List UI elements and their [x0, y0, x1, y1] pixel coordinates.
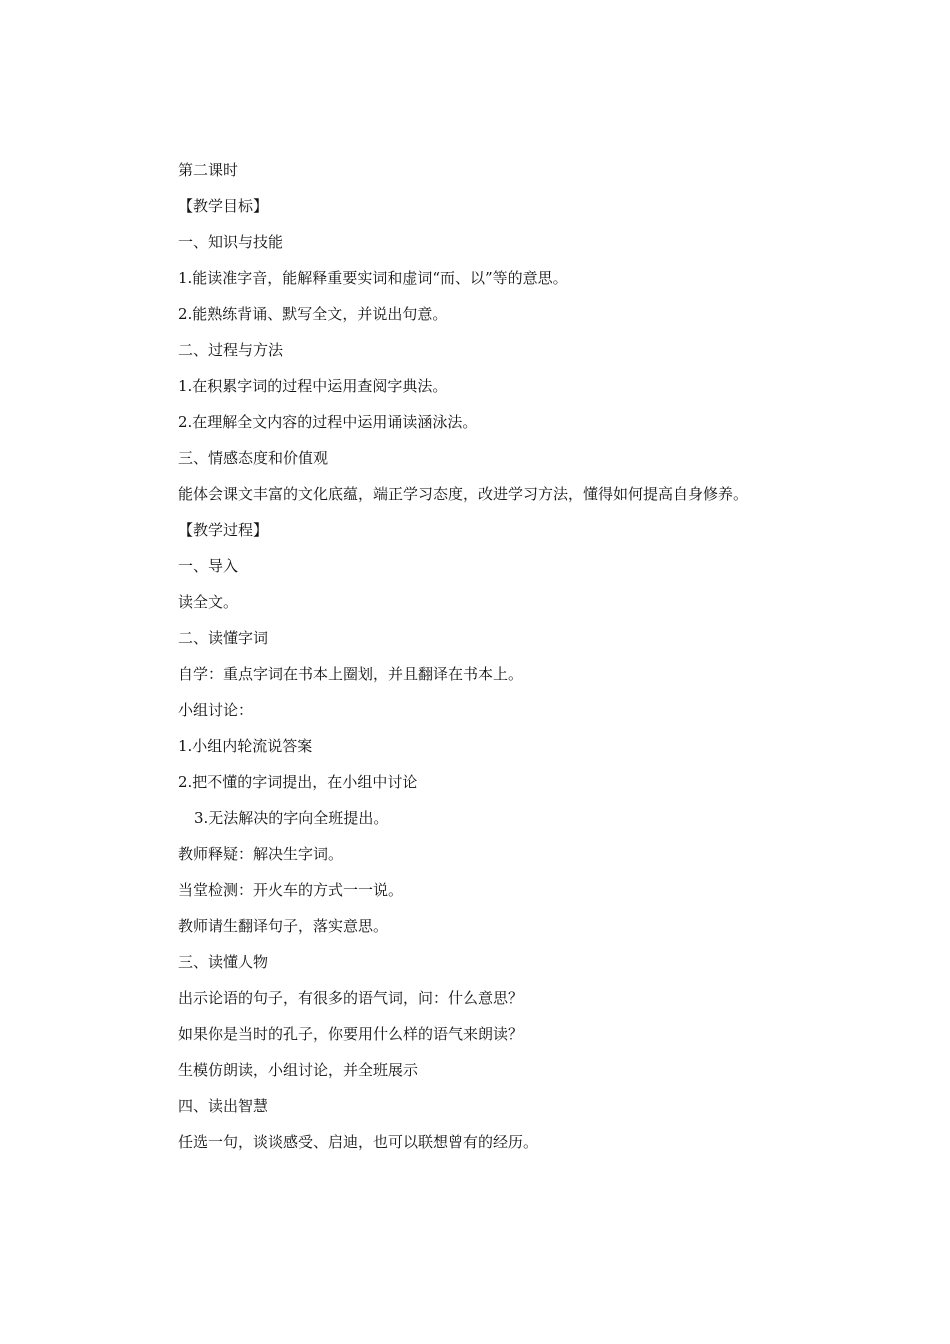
- document-line: 2.在理解全文内容的过程中运用诵读涵泳法。: [178, 413, 478, 431]
- document-line: 四、读出智慧: [178, 1097, 269, 1115]
- document-line: 一、知识与技能: [178, 233, 284, 251]
- document-line: 【教学目标】: [178, 197, 269, 215]
- document-line: 生模仿朗读，小组讨论，并全班展示: [178, 1061, 419, 1079]
- document-line: 二、读懂字词: [178, 629, 269, 647]
- document-line: 1.在积累字词的过程中运用查阅字典法。: [178, 377, 448, 395]
- document-line: 三、情感态度和价值观: [178, 449, 329, 467]
- document-line: 出示论语的句子，有很多的语气词，问：什么意思？: [178, 989, 524, 1007]
- document-line: 2.把不懂的字词提出，在小组中讨论: [178, 773, 418, 791]
- document-line: 教师请生翻译句子，落实意思。: [178, 917, 389, 935]
- document-line: 如果你是当时的孔子，你要用什么样的语气来朗读？: [178, 1025, 524, 1043]
- document-line: 1.小组内轮流说答案: [178, 737, 313, 755]
- document-line: 自学：重点字词在书本上圈划，并且翻译在书本上。: [178, 665, 524, 683]
- document-line: 一、导入: [178, 557, 239, 575]
- document-body: [178, 152, 878, 1160]
- document-line: 2.能熟练背诵、默写全文，并说出句意。: [178, 305, 448, 323]
- document-line: 读全文。: [178, 593, 239, 611]
- document-line: 教师释疑：解决生字词。: [178, 845, 344, 863]
- document-line: 1.能读准字音，能解释重要实词和虚词“而、以”等的意思。: [178, 269, 568, 287]
- document-line: 能体会课文丰富的文化底蕴，端正学习态度，改进学习方法，懂得如何提高自身修养。: [178, 485, 749, 503]
- document-line: 当堂检测：开火车的方式一一说。: [178, 881, 404, 899]
- document-line: 任选一句，谈谈感受、启迪，也可以联想曾有的经历。: [178, 1133, 539, 1151]
- document-line: 3.无法解决的字向全班提出。: [194, 809, 389, 827]
- document-line: 【教学过程】: [178, 521, 269, 539]
- document-line: 二、过程与方法: [178, 341, 284, 359]
- document-line: 小组讨论：: [178, 701, 254, 719]
- document-line: 三、读懂人物: [178, 953, 269, 971]
- document-line: 第二课时: [178, 161, 239, 179]
